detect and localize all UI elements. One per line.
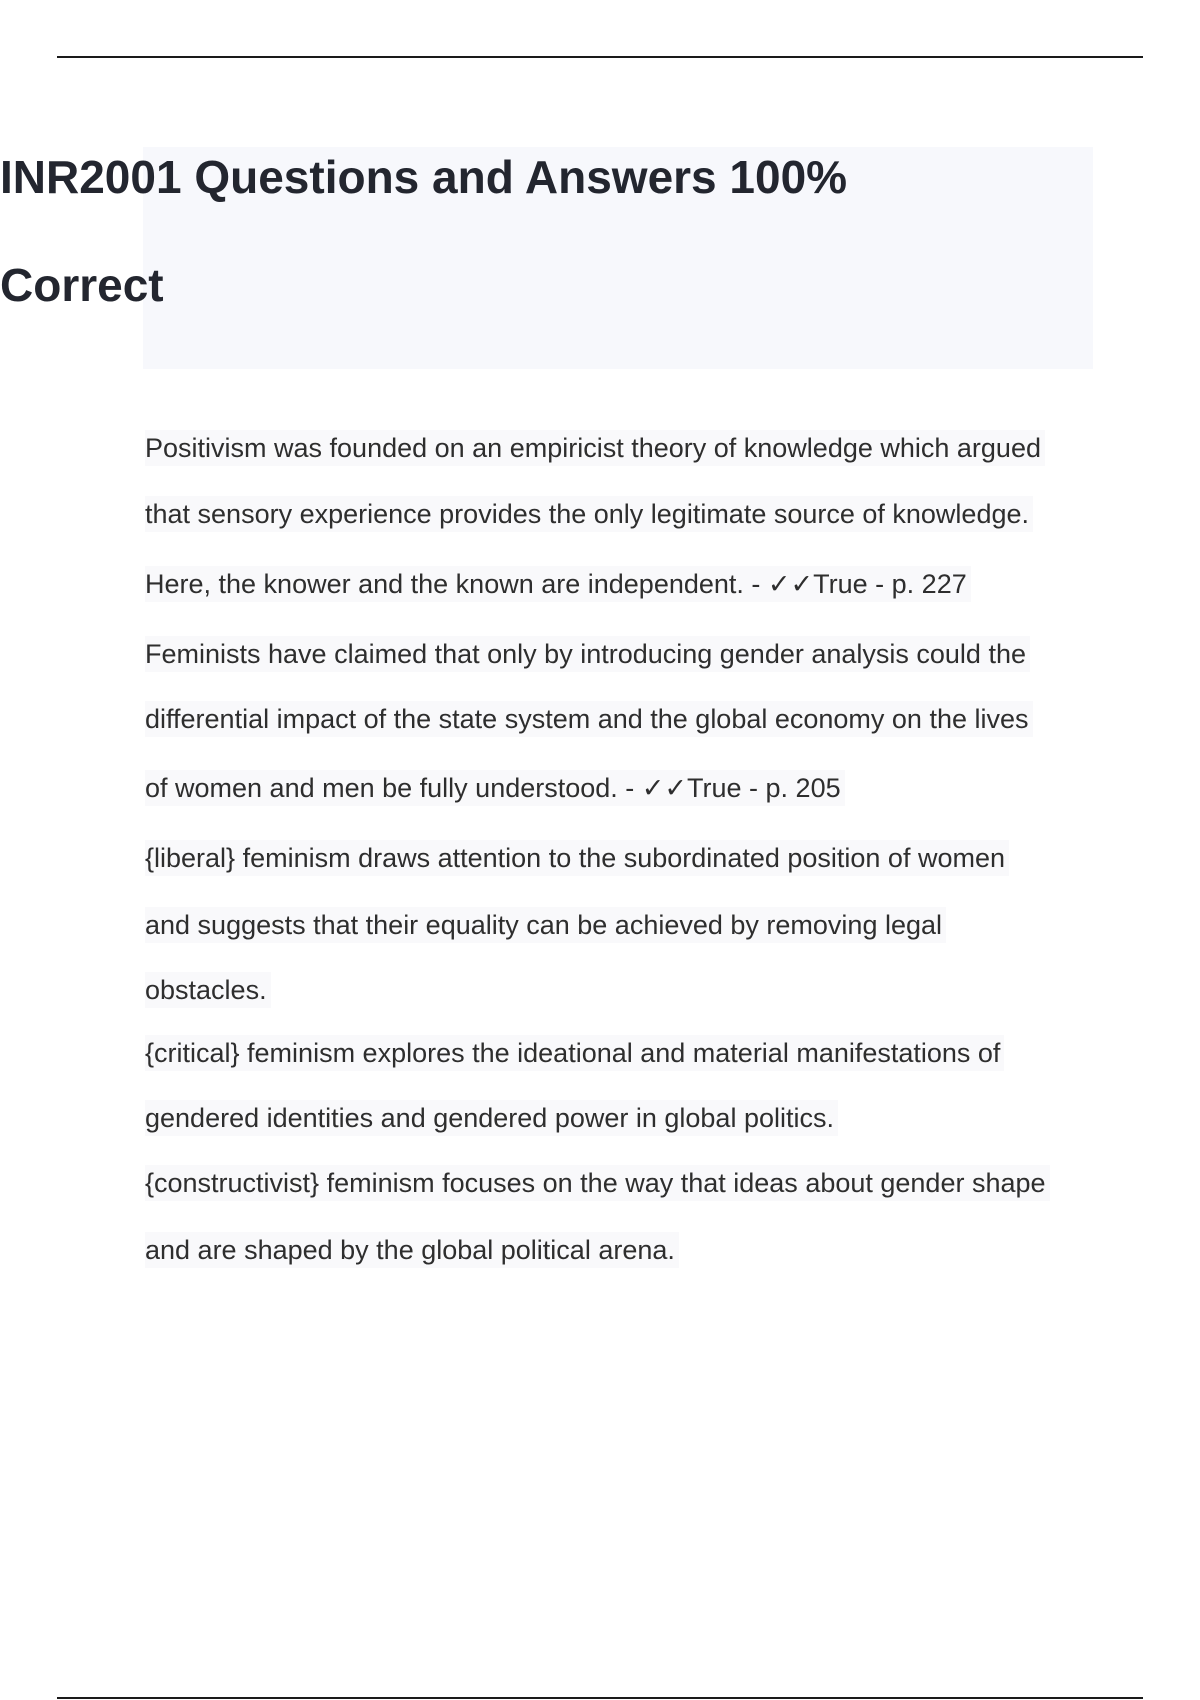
body-line: gendered identities and gendered power in global politics. [145, 1100, 838, 1136]
body-line: {constructivist} feminism focuses on the way that ideas about gender shape [145, 1165, 1050, 1201]
body-line: Positivism was founded on an empiricist theory of knowledge which argued [145, 430, 1045, 466]
body-line: Here, the knower and the known are independent. - ✓✓True - p. 227 [145, 566, 971, 602]
document-title-line-1: INR2001 Questions and Answers 100% [0, 151, 848, 203]
body-line: differential impact of the state system and the global economy on the lives [145, 701, 1033, 737]
body-line: {liberal} feminism draws attention to the subordinated position of women [145, 840, 1009, 876]
body-line: and suggests that their equality can be achieved by removing legal [145, 907, 946, 943]
bottom-rule [57, 1697, 1143, 1699]
top-rule [57, 56, 1143, 58]
document-title-line-2: Correct [0, 259, 164, 311]
body-line: and are shaped by the global political arena. [145, 1232, 679, 1268]
body-line: {critical} feminism explores the ideational and material manifestations of [145, 1035, 1004, 1071]
body-line: Feminists have claimed that only by introducing gender analysis could the [145, 636, 1030, 672]
body-line: of women and men be fully understood. - ✓✓True - p. 205 [145, 770, 845, 806]
body-line: obstacles. [145, 972, 271, 1008]
body-line: that sensory experience provides the only legitimate source of knowledge. [145, 496, 1033, 532]
